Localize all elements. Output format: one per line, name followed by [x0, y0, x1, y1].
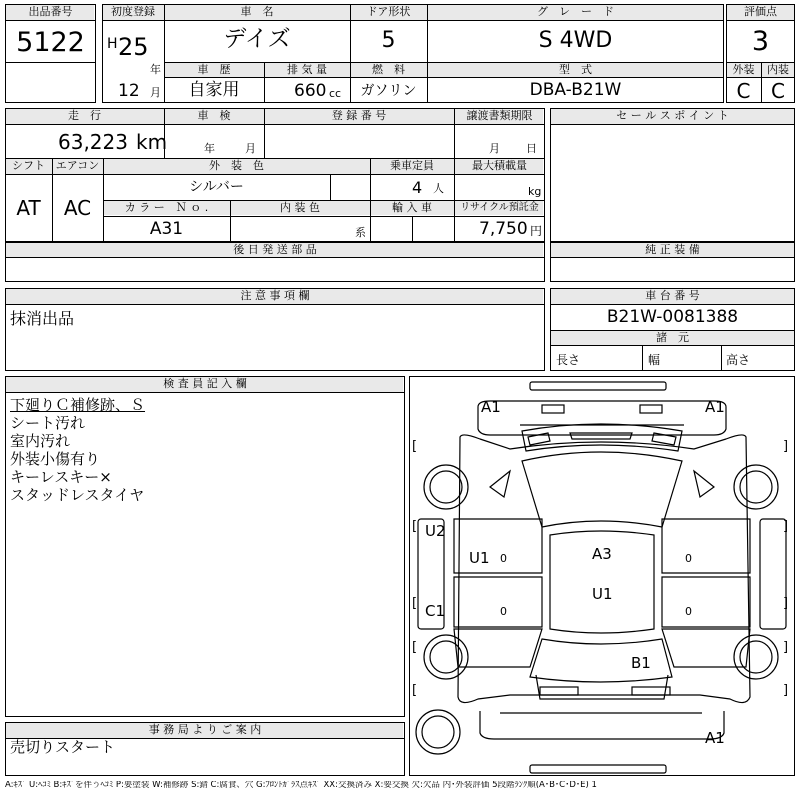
inspection-month-unit: 月 [245, 142, 256, 155]
model-value: DBA-B21W [529, 80, 622, 100]
inspector-note: 室内汚れ [10, 432, 71, 450]
line [454, 108, 455, 242]
bracket-right: ] [783, 683, 789, 698]
dims-header: 諸 元 [656, 331, 689, 344]
car-damage-diagram [410, 377, 794, 775]
line [550, 304, 795, 305]
office-header: 事 務 局 よ り ご 案 内 [148, 723, 262, 736]
int-score-value: C [771, 79, 785, 103]
grade-header: グ レ ー ド [537, 5, 614, 18]
max-load-unit: kg [528, 185, 542, 198]
model-header: 型 式 [559, 63, 592, 76]
line [164, 77, 724, 78]
mark-left-front-door: U2 [425, 522, 446, 540]
line [5, 124, 545, 125]
int-color-header: 内 装 色 [280, 201, 320, 214]
ext-score-value: C [736, 79, 751, 103]
capacity-unit: 人 [433, 182, 444, 195]
first-reg-header: 初度登録 [111, 5, 155, 18]
color-no-header: カ ラ ー Ｎ ｏ . [124, 201, 209, 214]
inspector-note: キーレスキー× [10, 468, 112, 486]
recycle-unit: 円 [530, 224, 543, 238]
mark-front-right: A1 [705, 398, 725, 416]
door-value: 5 [381, 28, 396, 53]
reg-no-header: 登 録 番 号 [331, 109, 387, 122]
inspector-note: 外装小傷有り [10, 450, 101, 468]
line [550, 124, 795, 125]
displacement-unit: cc [329, 87, 342, 100]
legend-text: A:ｷｽﾞ U:ﾍｺﾐ B:ｷｽﾞを伴うﾍｺﾐ P:要塗装 W:補修跡 S:錆 C:腐食、穴 G:ﾌﾛﾝﾄｶﾞﾗｽ点ｷｽﾞ XX:交換済み X:要交換 欠:欠品 内･外装評価 5段階ﾗﾝｸ順(A･B･C･D･E) 1 [5, 781, 597, 790]
bracket-right: ] [783, 519, 789, 534]
transfer-month-unit: 月 [489, 142, 500, 155]
score-value: 3 [751, 26, 770, 57]
door-header: ドア形状 [366, 5, 411, 18]
bracket-left: [ [412, 519, 418, 534]
line [102, 20, 724, 21]
capacity-header: 乗車定員 [390, 159, 434, 172]
inspection-year-unit: 年 [204, 142, 215, 155]
later-parts-header: 後 日 発 送 部 品 [233, 243, 317, 256]
inspector-note: 下廻りＣ補修跡、Ｓ [10, 396, 146, 414]
inspector-note: シート汚れ [10, 414, 86, 432]
ext-header: 外装 [732, 63, 755, 76]
line [726, 20, 795, 21]
lot-no-header: 出品番号 [28, 5, 73, 18]
mark-left-front-door-panel: U1 [469, 549, 490, 567]
zero-mark: 0 [500, 605, 507, 618]
month-value: 12 [118, 81, 140, 101]
inspector-note: スタッドレスタイヤ [10, 486, 145, 504]
mileage-header: 走 行 [68, 109, 101, 122]
height-label: 高さ [726, 353, 751, 367]
line [330, 174, 331, 200]
shift-header: シフト [12, 159, 45, 172]
chassis-header: 車 台 番 号 [645, 289, 700, 302]
width-label: 幅 [648, 353, 661, 367]
era-value: H [107, 36, 118, 52]
transfer-header: 譲渡書類期限 [466, 109, 533, 122]
import-header: 輸 入 車 [392, 201, 432, 214]
displacement-value: 660 [294, 81, 327, 101]
bracket-right: ] [783, 640, 789, 655]
inspector-header: 検 査 員 記 入 欄 [163, 377, 247, 390]
transfer-day-unit: 日 [526, 142, 537, 155]
bracket-left: [ [412, 683, 418, 698]
zero-mark: 0 [685, 552, 692, 565]
car-name-header: 車 名 [240, 5, 274, 18]
bracket-left: [ [412, 439, 418, 454]
mark-roof-front: A3 [592, 545, 612, 563]
year-unit: 年 [150, 63, 161, 76]
score-header: 評価点 [744, 5, 777, 18]
lot-no-value: 5122 [16, 27, 85, 58]
mark-front-left: A1 [481, 398, 501, 416]
color-no-value: A31 [149, 219, 184, 239]
details-box [5, 108, 545, 243]
line [721, 345, 722, 371]
max-load-header: 最大積載量 [472, 159, 527, 172]
mark-rear-hatch: B1 [631, 654, 651, 672]
ext-color-header: 外 装 色 [209, 159, 264, 172]
line [5, 62, 96, 63]
mileage-value: 63,223 [58, 130, 128, 154]
line [412, 216, 413, 242]
line [5, 392, 405, 393]
int-header: 内装 [767, 63, 789, 76]
car-name-value: デイズ [223, 26, 291, 52]
notes-value: 抹消出品 [10, 309, 75, 328]
grade-value: S 4WD [538, 28, 613, 53]
int-color-unit: 系 [355, 226, 366, 239]
shift-value: AT [16, 196, 41, 220]
line [642, 345, 643, 371]
inspection-header: 車 検 [197, 109, 231, 122]
genuine-header: 純 正 装 備 [645, 243, 700, 256]
history-value: 自家用 [188, 80, 240, 100]
sales-points-box [550, 108, 795, 243]
office-note: 売切りスタート [10, 738, 116, 756]
line [5, 304, 545, 305]
mark-rear-right: A1 [705, 729, 725, 747]
history-header: 車 歴 [197, 63, 231, 76]
line [550, 345, 795, 346]
line [5, 257, 545, 258]
mark-left-rear-door: C1 [425, 602, 446, 620]
aircon-value: AC [63, 196, 92, 220]
bracket-left: [ [412, 640, 418, 655]
sales-points-header: セ ー ル ス ポ イ ン ト [616, 109, 729, 122]
line [5, 174, 545, 175]
zero-mark: 0 [685, 605, 692, 618]
length-label: 長さ [556, 353, 581, 367]
bracket-right: ] [783, 596, 789, 611]
recycle-header: リサイクル預託金 [460, 202, 539, 213]
capacity-value: 4 [412, 178, 423, 197]
recycle-value: 7,750 [479, 219, 528, 239]
bracket-right: ] [783, 439, 789, 454]
line [5, 20, 96, 21]
zero-mark: 0 [500, 552, 507, 565]
year-value: 25 [118, 33, 149, 61]
chassis-value: B21W-0081388 [606, 307, 739, 327]
line [550, 257, 795, 258]
inspector-notes-list [10, 396, 400, 504]
ext-color-value: シルバー [189, 179, 244, 195]
mark-roof-rear: U1 [592, 585, 613, 603]
displacement-header: 排 気 量 [287, 63, 327, 76]
aircon-header: エアコン [55, 159, 100, 172]
notes-header: 注 意 事 項 欄 [240, 289, 310, 302]
fuel-value: ガソリン [360, 83, 417, 99]
fuel-header: 燃 料 [372, 63, 405, 76]
mileage-unit: km [136, 130, 168, 154]
month-unit: 月 [150, 86, 161, 99]
line [103, 216, 545, 217]
bracket-left: [ [412, 596, 418, 611]
